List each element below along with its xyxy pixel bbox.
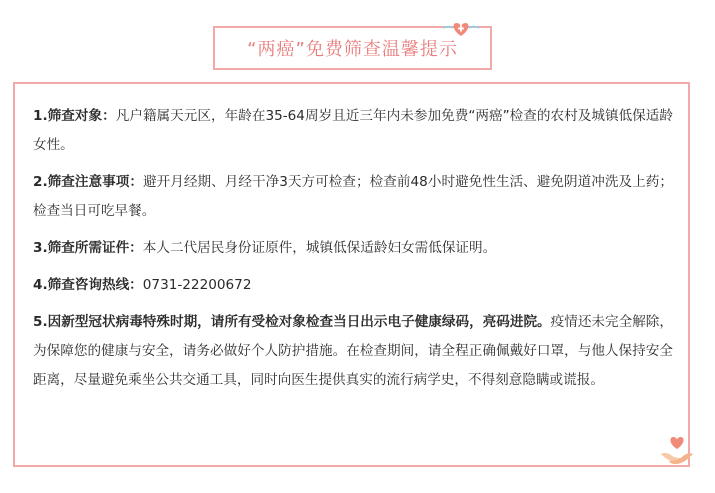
notice-box <box>13 82 690 467</box>
item-label: 2.筛查注意事项： <box>33 174 144 190</box>
item-text: 本人二代居民身份证原件，城镇低保适龄妇女需低保证明。 <box>142 240 497 256</box>
item-label: 3.筛查所需证件： <box>33 240 143 256</box>
item-hotline <box>33 271 673 300</box>
item-required-documents <box>33 234 673 263</box>
heart-plus-icon <box>441 18 481 38</box>
heart-in-hands-icon <box>659 434 695 468</box>
item-precautions <box>33 168 673 226</box>
item-text: 凡户籍属天元区，年龄在35-64周岁且近三年内未参加免费“两癌”检查的农村及城镇低保适龄女性。 <box>33 108 674 153</box>
item-epidemic-notice <box>33 308 673 395</box>
item-text: 避开月经期、月经干净3天方可检查；检查前48小时避免性生活、避免阴道冲洗及上药；检查当日可吃早餐。 <box>33 174 673 219</box>
item-label: 1.筛查对象： <box>33 108 116 124</box>
item-text: 疫情还未完全解除，为保障您的健康与安全，请务必做好个人防护措施。在检查期间，请全程正确佩戴好口罩，与他人保持安全距离，尽量避免乘坐公共交通工具，同时向医生提供真实的流行病学史，不得刻意隐瞒或谎报。 <box>33 314 673 388</box>
item-strong-text: 5.因新型冠状病毒特殊时期，请所有受检对象检查当日出示电子健康绿码，亮码进院。 <box>33 314 551 330</box>
item-screening-target <box>33 102 673 160</box>
notice-content <box>33 102 673 403</box>
item-label: 4.筛查咨询热线： <box>33 277 143 293</box>
hotline-number: 0731-22200672 <box>142 277 252 293</box>
page-title: “两癌”免费筛查温馨提示 <box>247 39 458 60</box>
